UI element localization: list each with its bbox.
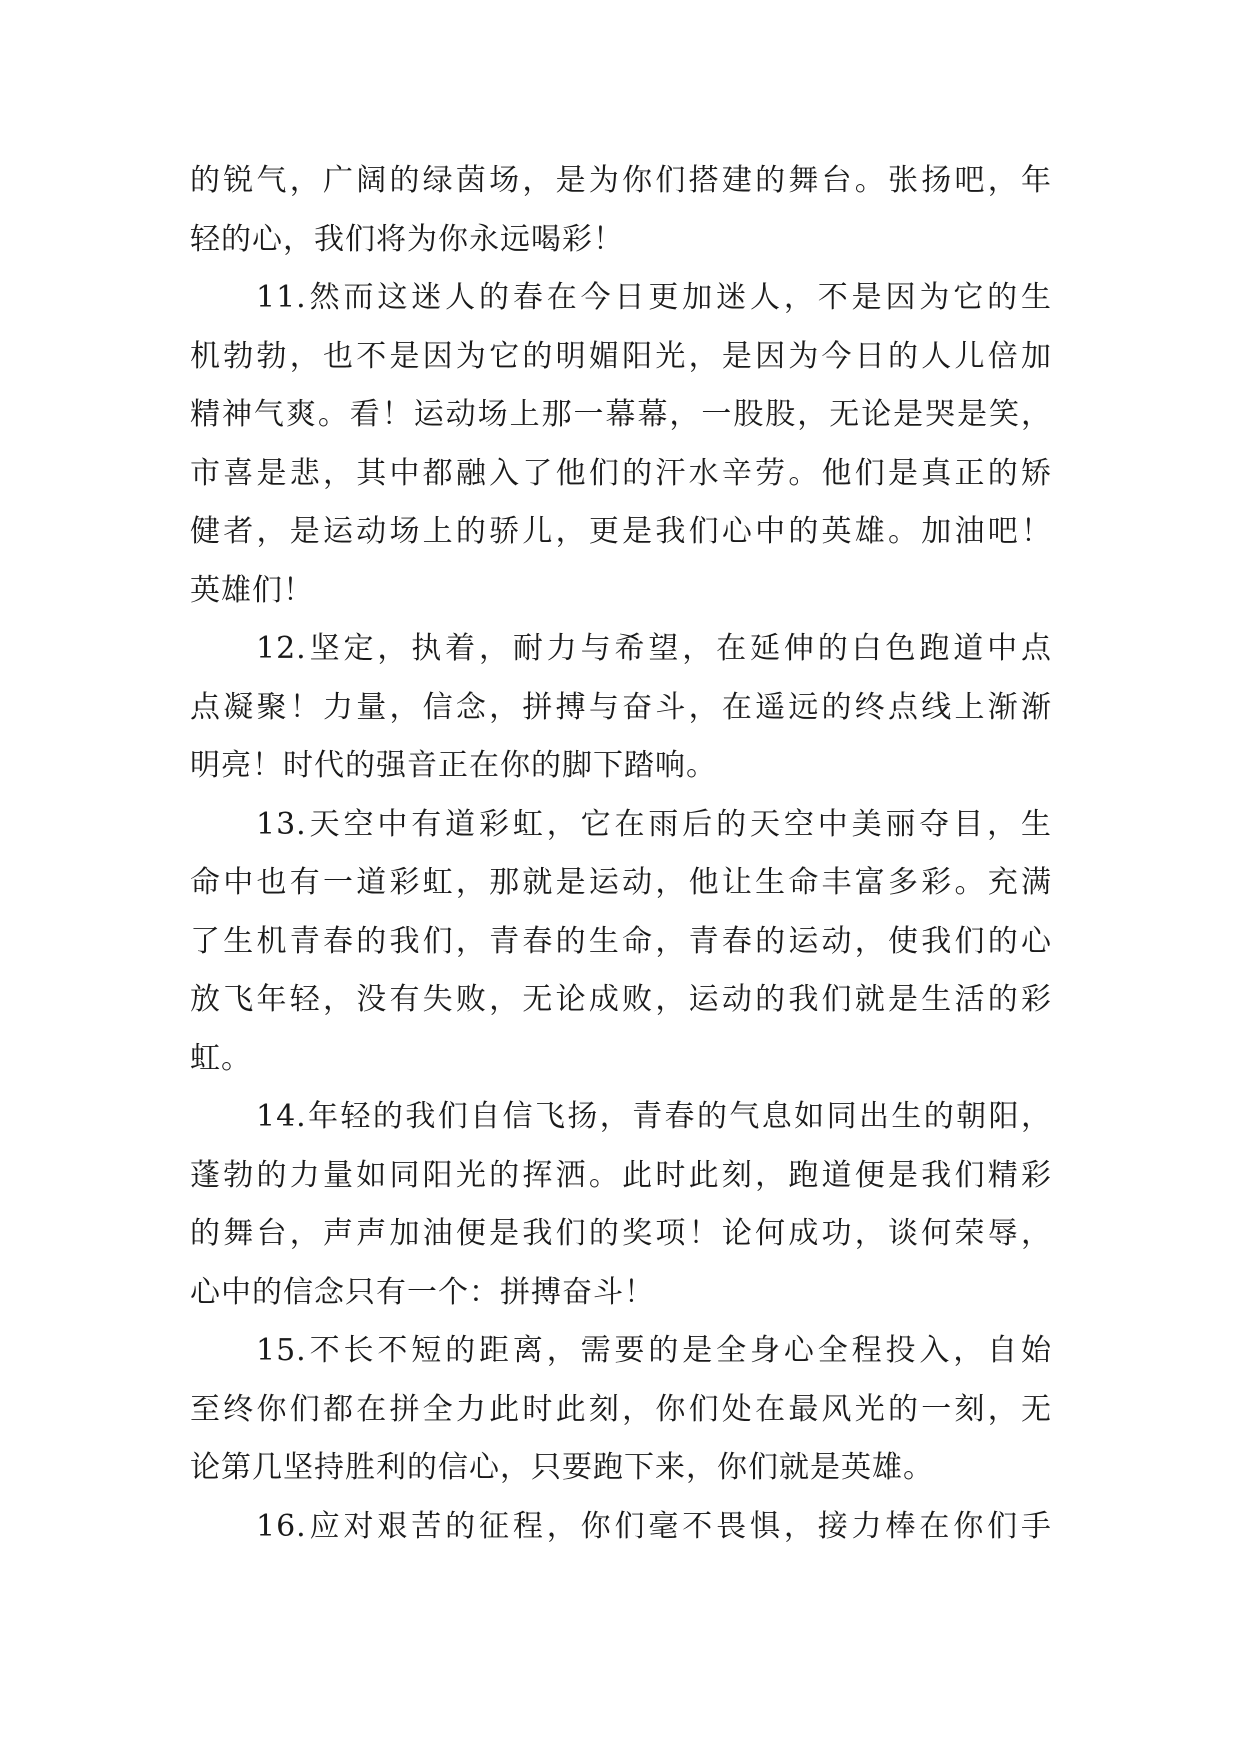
text-line: 至终你们都在拼全力此时此刻，你们处在最风光的一刻，无	[190, 1391, 1052, 1427]
paragraph-11-first-line: 11.然而这迷人的春在今日更加迷人，不是因为它的生	[256, 280, 1052, 315]
text-line: 心中的信念只有一个：拼搏奋斗！	[190, 1274, 655, 1310]
text-line: 虹。	[190, 1040, 252, 1076]
text-line: 命中也有一道彩虹，那就是运动，他让生命丰富多彩。充满	[190, 865, 1052, 900]
paragraph-16-first-line: 16.应对艰苦的征程，你们毫不畏惧，接力棒在你们手	[256, 1508, 1052, 1544]
text-line: 明亮！时代的强音正在你的脚下踏响。	[190, 748, 717, 783]
text-line: 的舞台，声声加油便是我们的奖项！论何成功，谈何荣辱，	[190, 1216, 1052, 1251]
text-line: 精神气爽。看！运动场上那一幕幕，一股股，无论是哭是笑，	[190, 397, 1052, 432]
paragraph-13-first-line: 13.天空中有道彩虹，它在雨后的天空中美丽夺目，生	[256, 806, 1052, 842]
text-line: 了生机青春的我们，青春的生命，青春的运动，使我们的心	[190, 923, 1052, 959]
text-line: 轻的心，我们将为你永远喝彩！	[190, 221, 624, 257]
text-line: 蓬勃的力量如同阳光的挥洒。此时此刻，跑道便是我们精彩	[190, 1157, 1052, 1193]
text-line: 论第几坚持胜利的信心，只要跑下来，你们就是英雄。	[190, 1450, 934, 1485]
text-line: 英雄们！	[190, 572, 314, 608]
text-line: 的锐气，广阔的绿茵场，是为你们搭建的舞台。张扬吧，年	[190, 163, 1052, 198]
text-line: 机勃勃，也不是因为它的明媚阳光，是因为今日的人儿倍加	[190, 338, 1052, 374]
paragraph-15-first-line: 15.不长不短的距离，需要的是全身心全程投入，自始	[256, 1333, 1052, 1368]
body-text	[190, 152, 1052, 1556]
text-line: 市喜是悲，其中都融入了他们的汗水辛劳。他们是真正的矫	[190, 455, 1052, 491]
paragraph-14-first-line: 14.年轻的我们自信飞扬，青春的气息如同出生的朝阳，	[256, 1099, 1052, 1134]
text-line: 点凝聚！力量，信念，拼搏与奋斗，在遥远的终点线上渐渐	[190, 689, 1052, 725]
text-line: 健者，是运动场上的骄儿，更是我们心中的英雄。加油吧！	[190, 514, 1052, 549]
paragraph-12-first-line: 12.坚定，执着，耐力与希望，在延伸的白色跑道中点	[256, 631, 1052, 666]
text-line: 放飞年轻，没有失败，无论成败，运动的我们就是生活的彩	[190, 982, 1052, 1017]
